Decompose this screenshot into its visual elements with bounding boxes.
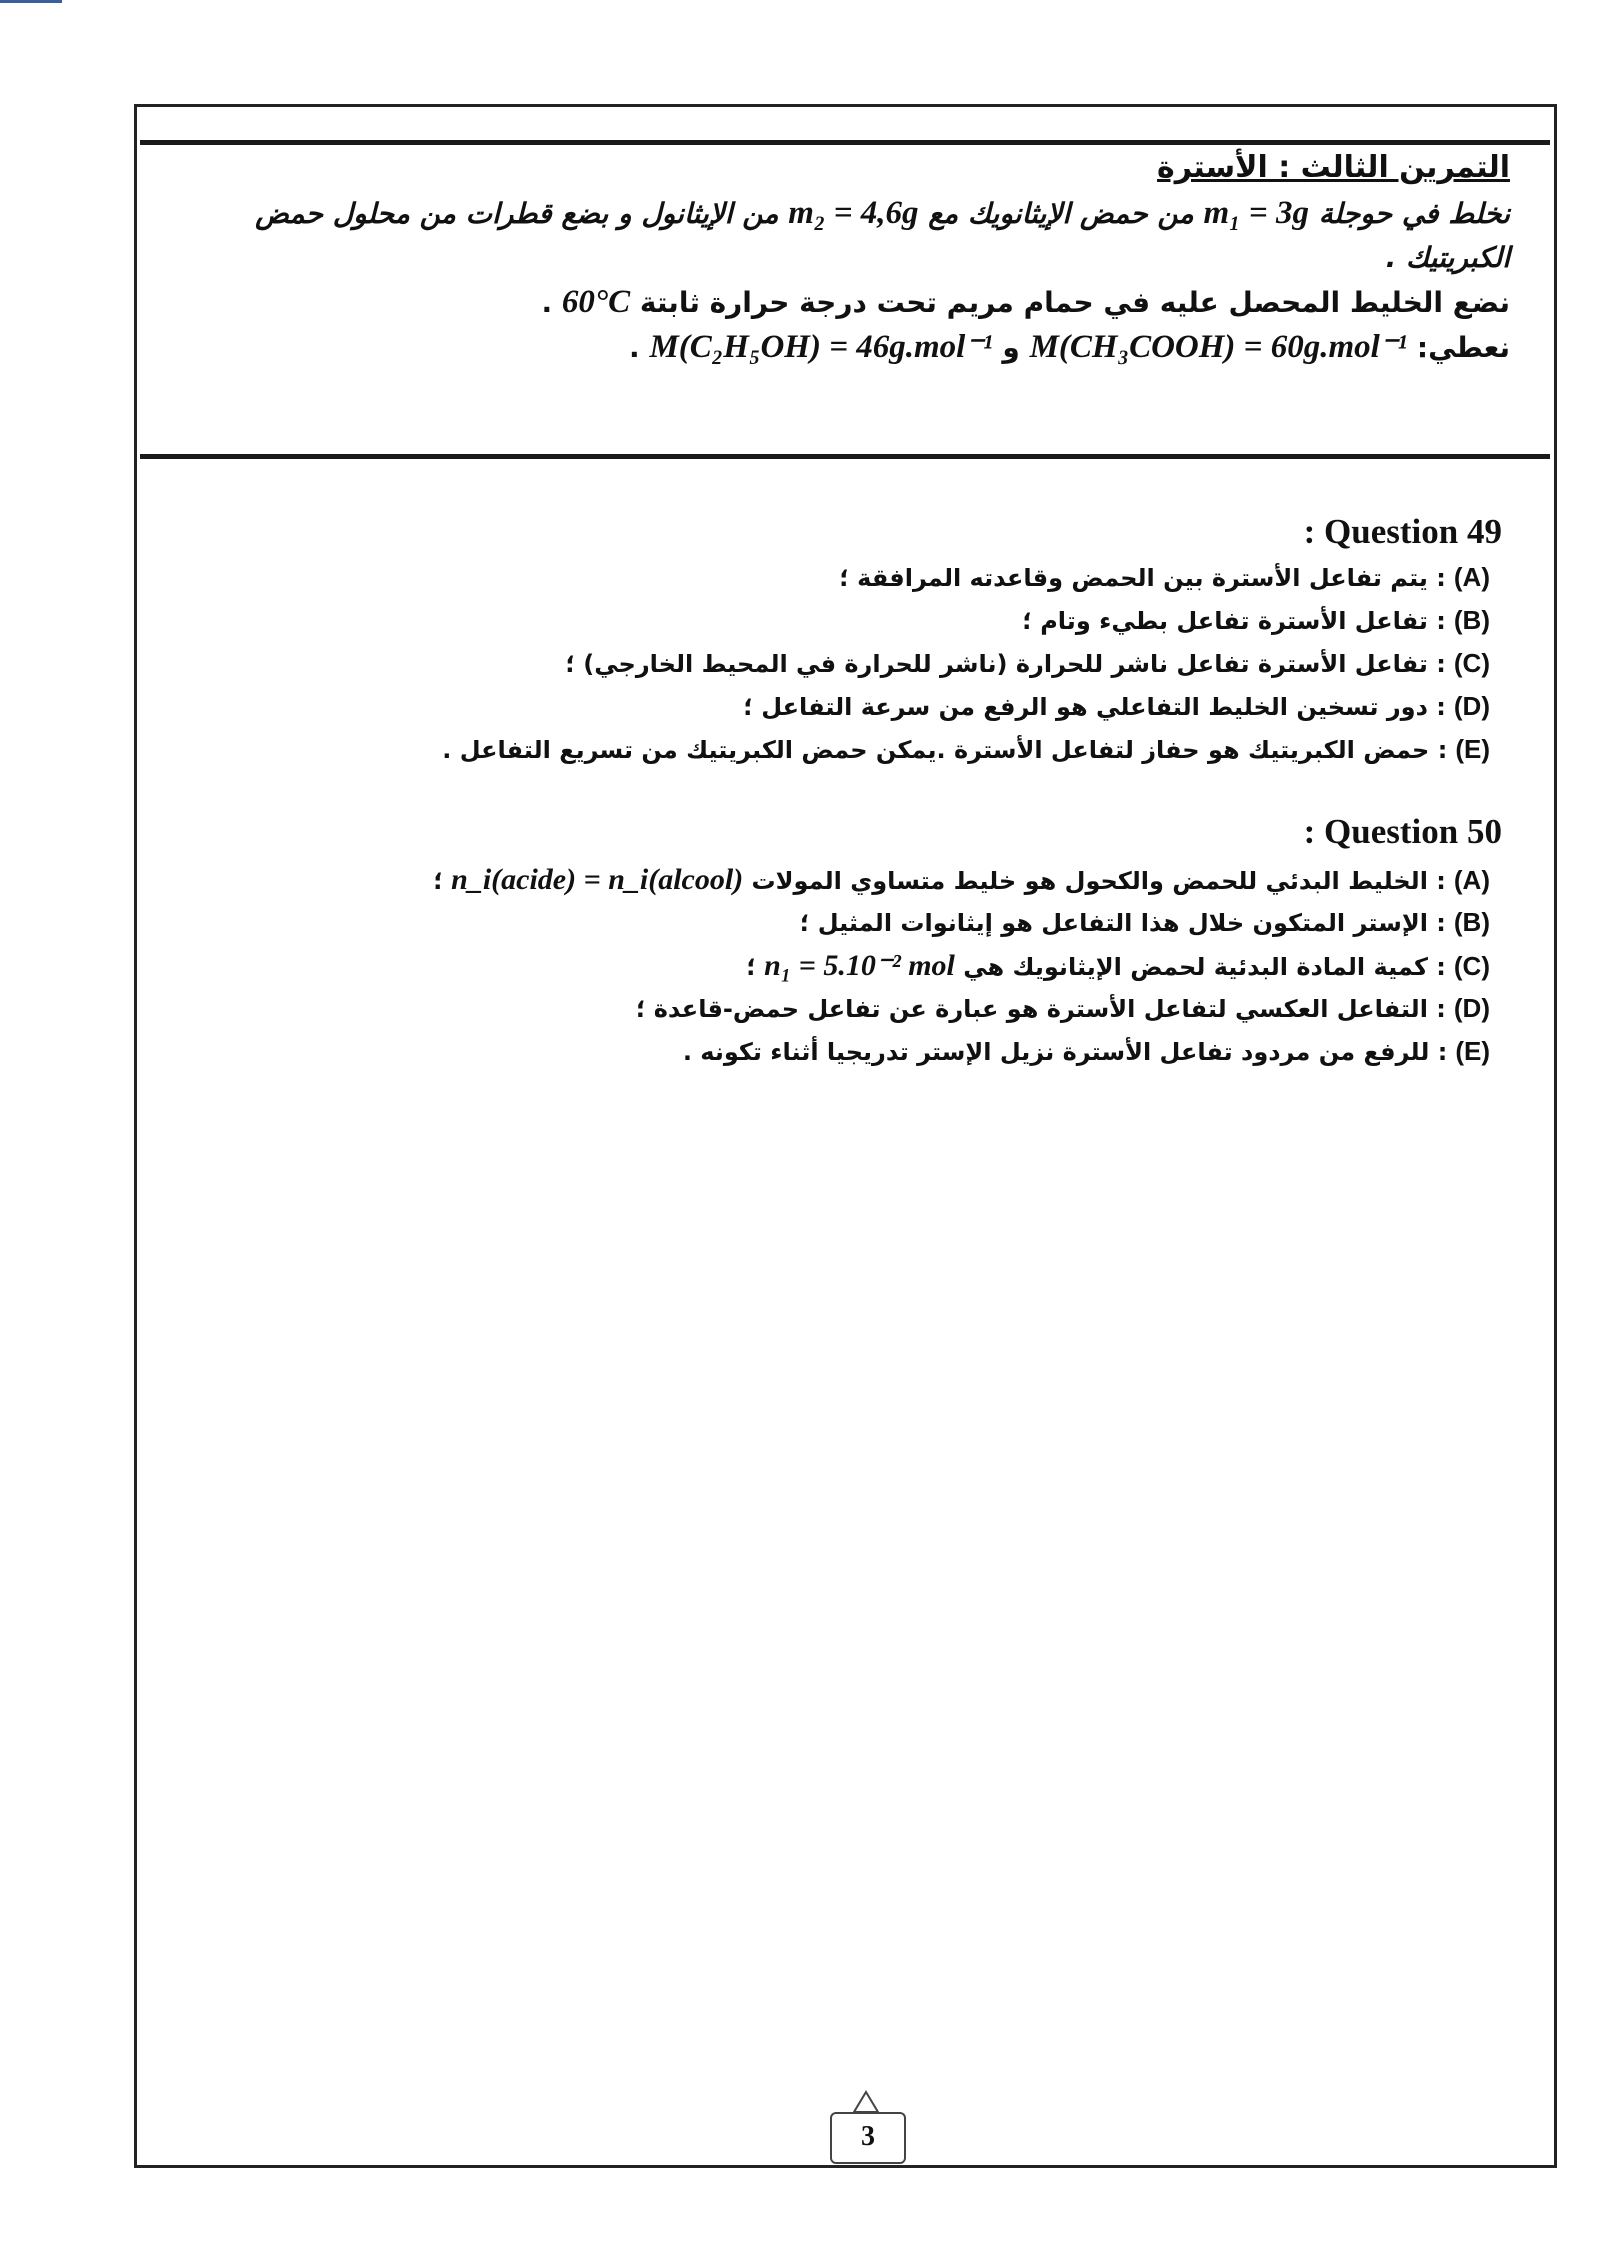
page-border bbox=[134, 104, 1557, 2168]
q50-option-b-letter: (B) bbox=[1453, 907, 1490, 937]
q49-option-e[interactable] bbox=[442, 728, 1490, 771]
q49-option-c-text: : تفاعل الأسترة تفاعل ناشر للحرارة (ناشر للحرارة في المحيط الخارجي) ؛ bbox=[565, 650, 1446, 678]
statement-text-1a: نخلط في حوجلة bbox=[1318, 197, 1510, 230]
q49-option-d-text: : دور تسخين الخليط التفاعلي هو الرفع من سرعة التفاعل ؛ bbox=[743, 693, 1446, 721]
q50-option-e-letter: (E) bbox=[1455, 1036, 1490, 1066]
question-49-options bbox=[442, 556, 1490, 771]
exercise-top-rule bbox=[140, 140, 1550, 145]
page-number: 3 bbox=[830, 2112, 906, 2164]
q50-option-c-math: n₁ = 5.10⁻² mol bbox=[764, 949, 955, 982]
question-50-label: : Question 50 bbox=[1303, 812, 1502, 851]
exercise-statement-line-2: نضع الخليط المحصل عليه في حمام مريم تحت درجة حرارة ثابتة 60°C . bbox=[541, 284, 1510, 320]
exercise-statement-line-1 bbox=[190, 191, 1510, 280]
page-number-ornament-icon bbox=[848, 2090, 884, 2114]
q49-option-a[interactable] bbox=[442, 556, 1490, 599]
molar-mass-alcohol: M(C₂H₅OH) = 46g.mol⁻¹ bbox=[649, 329, 993, 365]
q50-option-a-text: : الخليط البدئي للحمض والكحول هو خليط متساوي المولات bbox=[751, 867, 1446, 895]
q50-option-a-tail: ؛ bbox=[433, 867, 452, 895]
given-label: نعطي: bbox=[1416, 331, 1510, 364]
q49-option-c[interactable] bbox=[442, 642, 1490, 685]
q50-option-a-letter: (A) bbox=[1453, 865, 1490, 895]
q49-option-b[interactable] bbox=[442, 599, 1490, 642]
question-50-options bbox=[433, 858, 1490, 1073]
q49-option-e-text: : حمض الكبريتيك هو حفاز لتفاعل الأسترة .يمكن حمض الكبريتيك من تسريع التفاعل . bbox=[442, 736, 1448, 764]
mass-m1: m₁ = 3g bbox=[1203, 195, 1309, 231]
q50-option-d-text: : التفاعل العكسي لتفاعل الأسترة هو عبارة عن تفاعل حمض-قاعدة ؛ bbox=[635, 995, 1446, 1023]
q50-option-c-text: : كمية المادة البدئية لحمض الإيثانويك هي bbox=[963, 953, 1446, 981]
q49-option-b-text: : تفاعل الأسترة تفاعل بطيء وتام ؛ bbox=[1022, 607, 1446, 635]
statement-text-1b: من حمض الإيثانويك مع bbox=[928, 197, 1194, 230]
q50-option-c-tail: ؛ bbox=[746, 953, 765, 981]
q50-option-a[interactable] bbox=[433, 858, 1490, 901]
and-word: و bbox=[1002, 331, 1020, 364]
q49-option-d[interactable] bbox=[442, 685, 1490, 728]
q49-option-c-letter: (C) bbox=[1453, 648, 1490, 678]
statement-text-2a: نضع الخليط المحصل عليه في حمام مريم تحت درجة حرارة ثابتة bbox=[639, 286, 1510, 319]
q50-option-c[interactable] bbox=[433, 944, 1490, 987]
q50-option-e[interactable] bbox=[433, 1030, 1490, 1073]
q50-option-c-letter: (C) bbox=[1453, 951, 1490, 981]
q50-option-d[interactable] bbox=[433, 987, 1490, 1030]
q49-option-b-letter: (B) bbox=[1453, 605, 1490, 635]
question-49-label: : Question 49 bbox=[1303, 512, 1502, 551]
q50-option-e-text: : للرفع من مردود تفاعل الأسترة نزيل الإستر تدريجيا أثناء تكونه . bbox=[682, 1038, 1448, 1066]
exercise-bottom-rule bbox=[140, 454, 1550, 459]
exercise-statement-line-3: نعطي: M(CH₃COOH) = 60g.mol⁻¹ و M(C₂H₅OH) = 46g.mol⁻¹ . bbox=[629, 329, 1510, 365]
q49-option-a-letter: (A) bbox=[1453, 562, 1490, 592]
molar-mass-acid: M(CH₃COOH) = 60g.mol⁻¹ bbox=[1029, 329, 1408, 365]
q49-option-e-letter: (E) bbox=[1455, 734, 1490, 764]
scan-corner-mark bbox=[0, 0, 62, 3]
exercise-title: التمرين الثالث : الأسترة bbox=[1157, 150, 1510, 185]
q49-option-d-letter: (D) bbox=[1453, 691, 1490, 721]
statement-text-1c: من الإيثانول و بضع قطرات من محلول حمض الكبريتيك . bbox=[255, 197, 1510, 274]
q49-option-a-text: : يتم تفاعل الأسترة بين الحمض وقاعدته المرافقة ؛ bbox=[839, 564, 1446, 592]
q50-option-b[interactable] bbox=[433, 901, 1490, 944]
mass-m2: m₂ = 4,6g bbox=[788, 195, 919, 231]
temperature: 60°C bbox=[561, 284, 631, 320]
exercise-box bbox=[190, 150, 1510, 370]
q50-option-d-letter: (D) bbox=[1453, 993, 1490, 1023]
q50-option-a-math: n_i(acide) = n_i(alcool) bbox=[451, 863, 744, 896]
q50-option-b-text: : الإستر المتكون خلال هذا التفاعل هو إيثانوات المثيل ؛ bbox=[799, 909, 1446, 937]
